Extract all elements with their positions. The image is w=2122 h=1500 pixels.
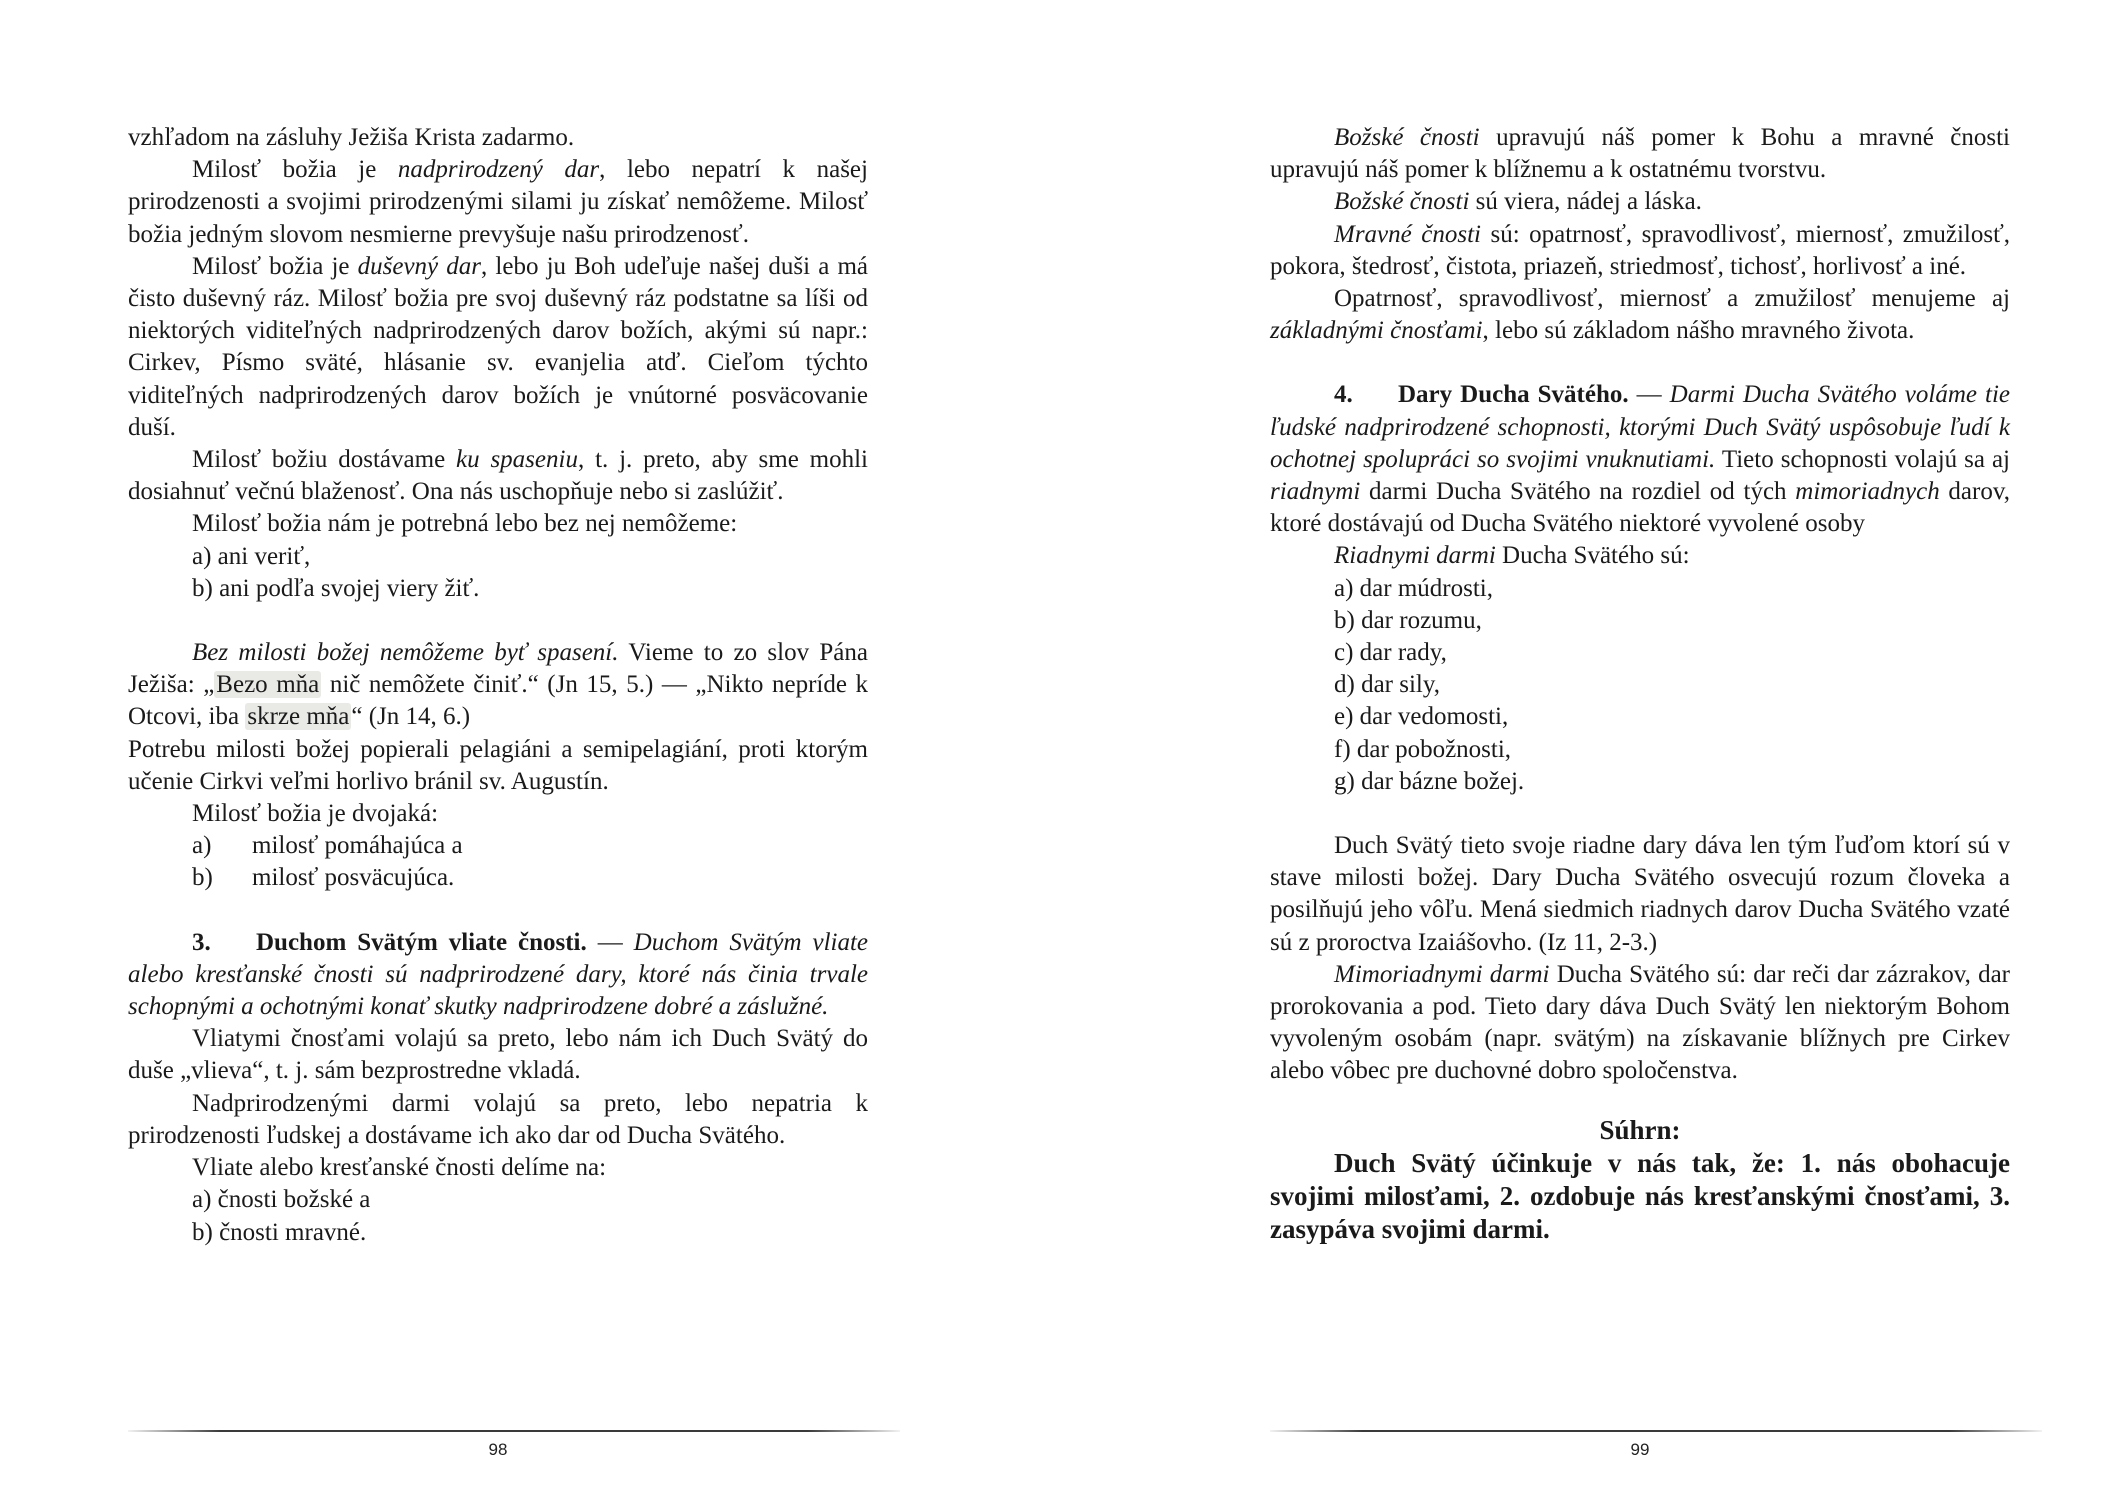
section-3-heading: 3. Duchom Svätým vliate čnosti. — Duchom Svätým vliate alebo kresťanské čnosti sú nadprirodzené dary, ktoré nás činia trvale schopnými a ochotnými konať skutky nadprirodzene dobré a záslužné. (128, 928, 869, 1021)
summary-text: Duch Svätý účinkuje v nás tak, že: 1. nás obohacuje svojimi milosťami, 2. ozdobuje nás kresťanskými čnosťami, 3. zasypáva svojimi darmi. (1270, 1147, 2010, 1244)
right-page (1270, 0, 2010, 1500)
paragraph: Riadnymi darmi Ducha Svätého sú: (1334, 542, 1690, 570)
paragraph: Nadprirodzenými darmi volajú sa preto, lebo nepatria k prirodzenosti ľudskej a dostávame ich ako dar od Ducha Svätého. (128, 1089, 868, 1149)
list-item: e) dar vedomosti, (1334, 703, 1509, 731)
list-item: a) milosť pomáhajúca a (192, 832, 463, 860)
paragraph: vzhľadom na zásluhy Ježiša Krista zadarmo. (128, 124, 575, 151)
left-page (128, 0, 868, 1500)
footer-rule (1270, 1430, 2042, 1432)
highlighted-text: skrze mňa (247, 703, 350, 731)
page-number: 99 (1630, 1440, 1650, 1459)
list-item: f) dar pobožnosti, (1334, 735, 1512, 763)
list-item: b) ani podľa svojej viery žiť. (192, 574, 480, 602)
paragraph: Duch Svätý tieto svoje riadne dary dáva len tým ľuďom ktorí sú v stave milosti božej. Dary Ducha Svätého osvecujú rozum človeka a posilňujú jeho vôľu. Mená siedmich riadnych darov Ducha Svätého vzaté sú z proroctva Izaiášovho. (Iz 11, 2-3.) (1270, 832, 2010, 956)
list-item: g) dar bázne božej. (1334, 767, 1525, 795)
list-item: a) čnosti božské a (192, 1186, 371, 1214)
paragraph: Milosť božia je nadprirodzený dar, lebo nepatrí k našej prirodzenosti a svojimi prirodzenými silami ju získať nemôžeme. Milosť božia jedným slovom nesmierne prevyšuje našu prirodzenosť. (128, 156, 868, 248)
list-item: a) ani veriť, (192, 542, 311, 570)
paragraph: Milosť božia je duševný dar, lebo ju Boh udeľuje našej duši a má čisto duševný ráz. Milosť božia pre svoj duševný ráz podstatne sa líši od niektorých viditeľných nadprirodzených darov božích, akými sú napr.: Cirkev, Písmo sväté, hlásanie sv. evanjelia atď. Cieľom týchto viditeľných nadprirodzených darov božích je vnútorné posväcovanie duší. (128, 252, 868, 441)
footer-rule (128, 1430, 900, 1432)
right-page-text (1270, 122, 2010, 1246)
paragraph: Bez milosti božej nemôžeme byť spasení. Vieme to zo slov Pána Ježiša: „Bezo mňa nič nemôžete činiť.“ (Jn 15, 5.) — „Nikto nepríde k Otcovi, iba skrze mňa“ (Jn 14, 6.) (128, 639, 869, 731)
paragraph: Mimoriadnymi darmi Ducha Svätého sú: dar reči dar zázrakov, dar prorokovania a pod. Tieto dary dáva Duch Svätý len niektorým Bohom vyvoleným osobám (napr. svätým) na získavanie blížnych pre Cirkev alebo vôbec pre duchovné dobro spoločenstva. (1270, 960, 2011, 1085)
left-page-text (128, 122, 868, 1249)
paragraph: Milosť božiu dostávame ku spaseniu, t. j. preto, aby sme mohli dosiahnuť večnú blaženosť. Ona nás uschopňuje nebo si zaslúžiť. (128, 446, 868, 506)
paragraph: Božské čnosti upravujú náš pomer k Bohu a mravné čnosti upravujú náš pomer k blížnemu a k ostatnému tvorstvu. (1270, 124, 2010, 184)
list-item: a) dar múdrosti, (1334, 574, 1493, 602)
paragraph: Milosť božia nám je potrebná lebo bez nej nemôžeme: (192, 510, 738, 538)
paragraph: Mravné čnosti sú: opatrnosť, spravodlivosť, miernosť, zmužilosť, pokora, štedrosť, čistota, priazeň, striedmosť, tichosť, horlivosť a iné. (1270, 220, 2010, 280)
paragraph: Božské čnosti sú viera, nádej a láska. (1334, 188, 1702, 216)
list-item: c) dar rady, (1334, 639, 1447, 667)
list-item: d) dar sily, (1334, 671, 1440, 699)
section-4-heading: 4. Dary Ducha Svätého. — Darmi Ducha Svätého voláme tie ľudské nadprirodzené schopnosti, ktorými Duch Svätý uspôsobuje ľudí k ochotnej spolupráci so svojimi vnuknutiami. Tieto schopnosti volajú sa aj riadnymi darmi Ducha Svätého na rozdiel od tých mimoriadnych darov, ktoré dostávajú od Ducha Svätého niektoré vyvolené osoby (1270, 381, 2010, 538)
list-item: b) čnosti mravné. (192, 1218, 367, 1246)
paragraph: Vliatymi čnosťami volajú sa preto, lebo nám ich Duch Svätý do duše „vlieva“, t. j. sám bezprostredne vkladá. (128, 1025, 868, 1085)
paragraph: Milosť božia je dvojaká: (192, 800, 439, 828)
list-item: b) dar rozumu, (1334, 606, 1482, 634)
highlighted-text: Bezo mňa (216, 671, 320, 699)
page-number: 98 (488, 1440, 508, 1459)
paragraph: Vliate alebo kresťanské čnosti delíme na: (192, 1154, 607, 1182)
paragraph: Potrebu milosti božej popierali pelagiáni a semipelagiání, proti ktorým učenie Cirkvi veľmi horlivo bránil sv. Augustín. (128, 735, 868, 795)
list-item: b) milosť posväcujúca. (192, 864, 455, 892)
summary-title: Súhrn: (1599, 1114, 1681, 1145)
paragraph: Opatrnosť, spravodlivosť, miernosť a zmužilosť menujeme aj základnými čnosťami, lebo sú základom nášho mravného života. (1270, 285, 2010, 345)
